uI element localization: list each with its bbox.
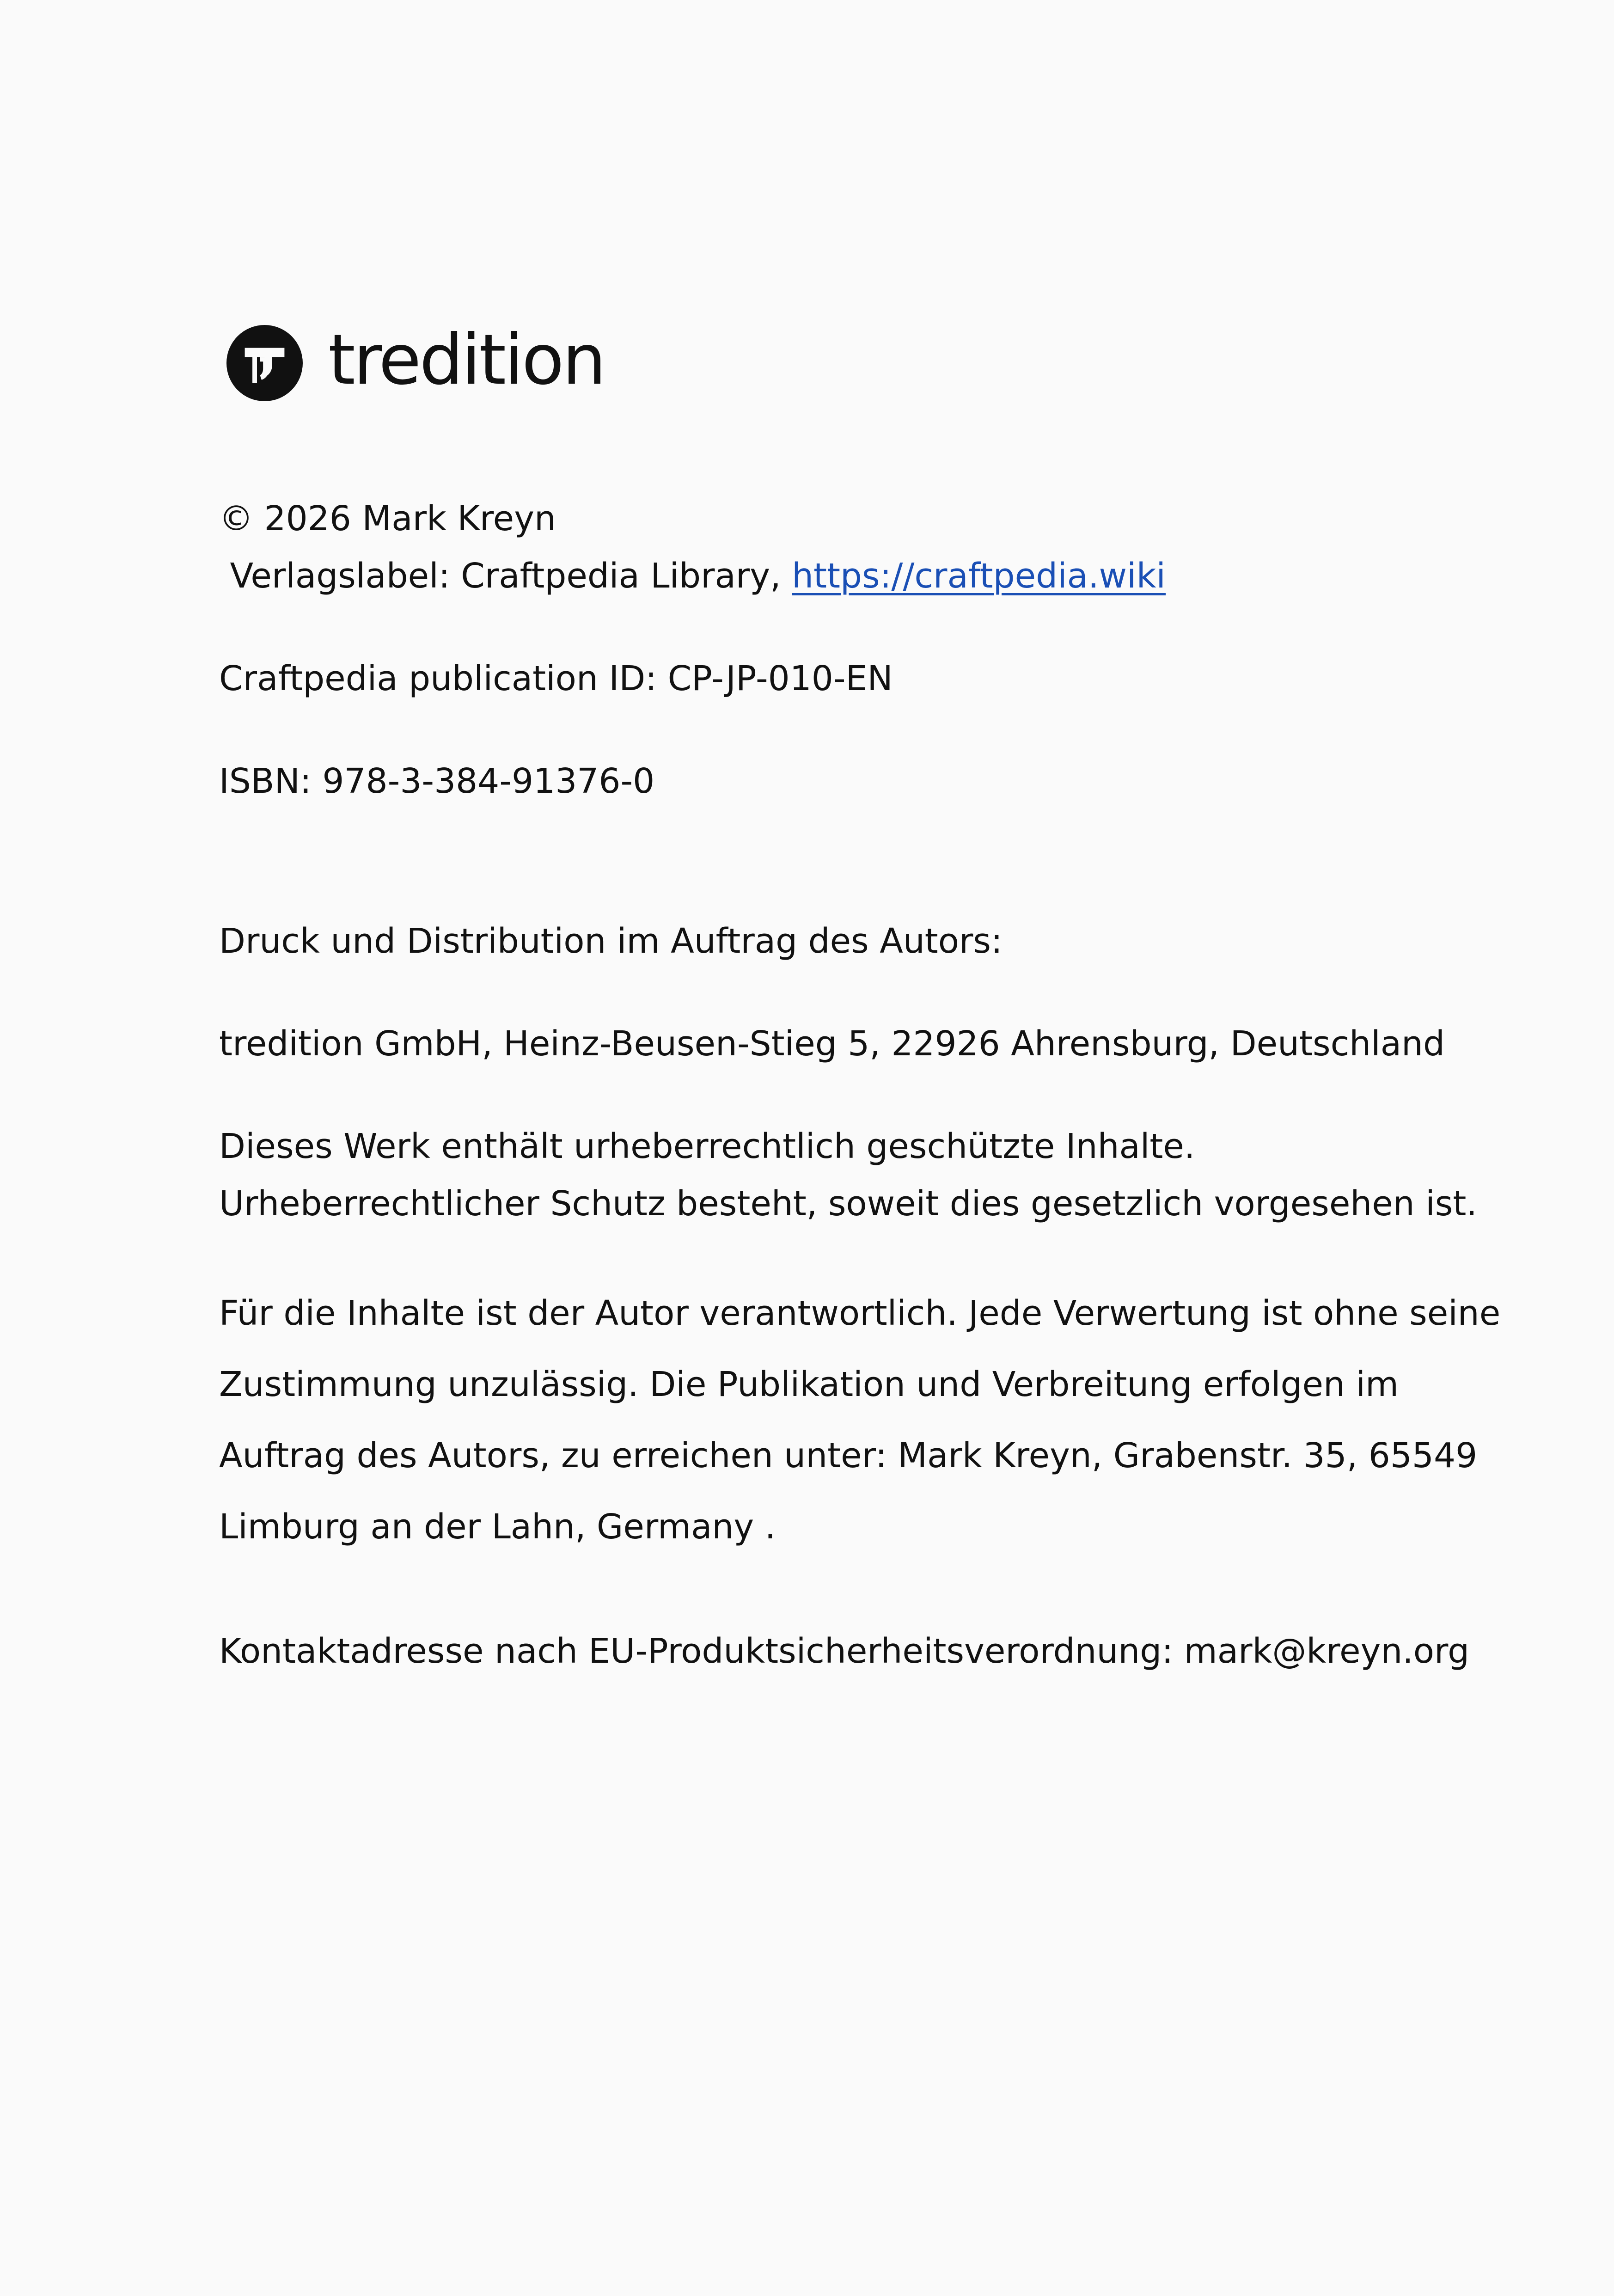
responsibility-line-3: Auftrag des Autors, zu erreichen unter: Mark Kreyn, Grabenstr. 35, 65549: [219, 1436, 1478, 1476]
tredition-logo-icon: [226, 325, 303, 401]
publisher-logo: [226, 320, 605, 402]
rights-line-1: Dieses Werk enthält urheberrechtlich geschützte Inhalte.: [219, 1127, 1195, 1166]
imprint-text: [219, 490, 1501, 1680]
responsibility-line-1: Für die Inhalte ist der Autor verantwortlich. Jede Verwertung ist ohne seine: [219, 1293, 1501, 1333]
logo-wordmark: tredition: [328, 320, 605, 400]
rights-line-2: Urheberrechtlicher Schutz besteht, soweit dies gesetzlich vorgesehen ist.: [219, 1184, 1477, 1224]
copyright-line: © 2026 Mark Kreyn: [219, 499, 556, 539]
responsibility-paragraph: [219, 1278, 1501, 1562]
publisher-label-line: [219, 547, 1467, 605]
responsibility-line-2: Zustimmung unzulässig. Die Publikation und Verbreitung erfolgen im: [219, 1365, 1399, 1404]
contact-line: Kontaktadresse nach EU-Produktsicherheitsverordnung: mark@kreyn.org: [219, 1631, 1470, 1671]
responsibility-line-4: Limburg an der Lahn, Germany .: [219, 1507, 776, 1547]
isbn: ISBN: 978-3-384-91376-0: [219, 761, 655, 801]
distribution-address: tredition GmbH, Heinz-Beusen-Stieg 5, 22926 Ahrensburg, Deutschland: [219, 1024, 1445, 1064]
distribution-heading: Druck und Distribution im Auftrag des Autors:: [219, 921, 1003, 961]
publisher-label: Verlagslabel: Craftpedia Library,: [230, 556, 792, 596]
publication-id: Craftpedia publication ID: CP-JP-010-EN: [219, 659, 893, 698]
craftpedia-link[interactable]: https://craftpedia.wiki: [792, 556, 1166, 596]
